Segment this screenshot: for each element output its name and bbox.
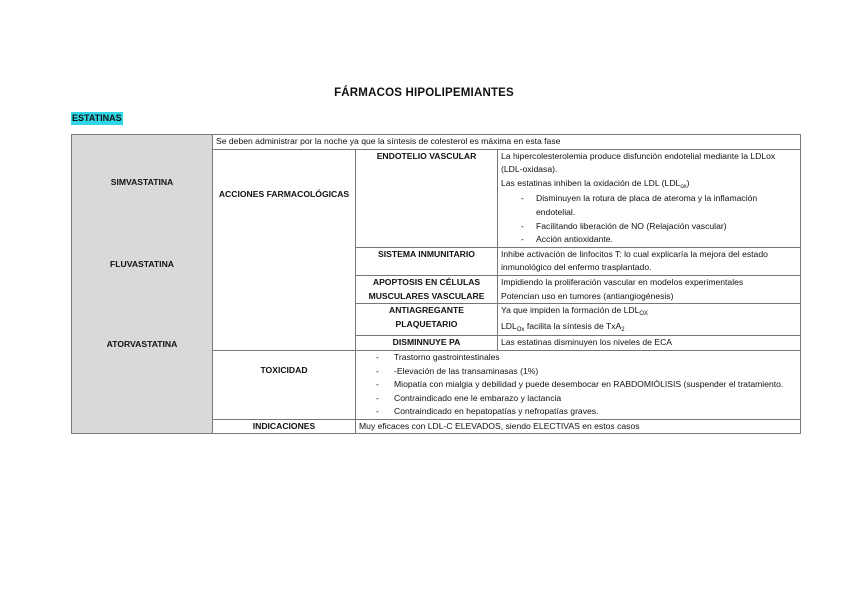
antiagregante-line-1-text: Ya que impiden la formación de LDL	[501, 305, 640, 316]
disminuye-pa-description: Las estatinas disminuyen los niveles de ECA	[498, 336, 801, 351]
antiagregante-line-2	[501, 320, 797, 336]
drug-list-cell	[72, 135, 213, 434]
statins-table	[71, 134, 801, 434]
drug-fluvastatina: FLUVASTATINA	[110, 259, 174, 269]
list-item: - Miopatía con mialgia y debilidad y puede desembocar en RABDOMIÓLISIS (suspender el tratamiento.	[356, 378, 797, 392]
list-item: - Contraindicado en hepatopatías y nefropatías graves.	[356, 405, 797, 419]
administration-note: Se deben administrar por la noche ya que la síntesis de colesterol es máxima en esta fase	[213, 135, 801, 150]
endotelio-bullet: - Acción antioxidante.	[501, 233, 797, 247]
acciones-label: ACCIONES FARMACOLÓGICAS	[213, 149, 356, 350]
endotelio-line-2	[501, 177, 797, 193]
section-tag-estatinas: ESTATINAS	[72, 113, 122, 123]
list-item: - -Elevación de las transaminasas (1%)	[356, 365, 797, 379]
toxicidad-list	[356, 351, 797, 419]
indicaciones-label: INDICACIONES	[213, 419, 356, 434]
row-label-disminuye-pa: DISMINNUYE PA	[356, 336, 498, 351]
drug-simvastatina: SIMVASTATINA	[110, 177, 174, 187]
row-label-sistema-inmunitario: SISTEMA INMUNITARIO	[356, 247, 498, 275]
toxicidad-description	[356, 350, 801, 419]
indicaciones-description: Muy eficaces con LDL-C ELEVADOS, siendo ELECTIVAS en estos casos	[356, 419, 801, 434]
toxicidad-label: TOXICIDAD	[213, 350, 356, 419]
sistema-inmunitario-description: Inhibe activación de linfocitos T: lo cual explicaría la mejora del estado inmunológico del enfermo trasplantado.	[498, 247, 801, 275]
endotelio-line-2-close: )	[686, 177, 690, 188]
antiagregante-line-1	[501, 304, 797, 320]
list-item: - Contraindicado ene le embarazo y lactancia	[356, 392, 797, 406]
antiagregante-line-2-a: LDL	[501, 320, 517, 331]
endotelio-description	[498, 149, 801, 247]
endotelio-line-2-text: Las estatinas inhiben la oxidación de LDL (LDL	[501, 177, 681, 188]
antiagregante-line-1-sub: OX	[639, 311, 649, 318]
apoptosis-description	[498, 275, 801, 303]
table-row	[72, 135, 801, 150]
endotelio-bullet: - Facilitando liberación de NO (Relajación vascular)	[501, 220, 797, 234]
endotelio-line-1: La hipercolesterolemia produce disfunción endotelial mediante la LDLox (LDL-oxidasa).	[501, 150, 776, 175]
apoptosis-line-2: Potencian uso en tumores (antiangiogénesis)	[501, 290, 674, 301]
row-label-apoptosis: APOPTOSIS EN CÉLULAS MUSCULARES VASCULARE	[356, 275, 498, 303]
antiagregante-line-2-sub: Ox	[516, 326, 525, 333]
endotelio-line-2-sub: ox	[680, 183, 687, 190]
drug-atorvastatina: ATORVASTATINA	[106, 339, 178, 349]
endotelio-bullet: - Disminuyen la rotura de placa de ateroma y la inflamación endotelial.	[501, 192, 797, 219]
apoptosis-line-1: Impidiendo la proliferación vascular en modelos experimentales	[501, 276, 744, 287]
row-label-endotelio: ENDOTELIO VASCULAR	[356, 149, 498, 247]
document-title: FÁRMACOS HIPOLIPEMIANTES	[334, 87, 514, 99]
antiagregante-description	[498, 304, 801, 336]
list-item: - Trastorno gastrointestinales	[356, 351, 797, 365]
row-label-antiagregante: ANTIAGREGANTE PLAQUETARIO	[356, 304, 498, 336]
antiagregante-line-2-sub2: 2	[621, 326, 625, 333]
antiagregante-line-2-b: facilita la síntesis de TxA	[524, 320, 622, 331]
